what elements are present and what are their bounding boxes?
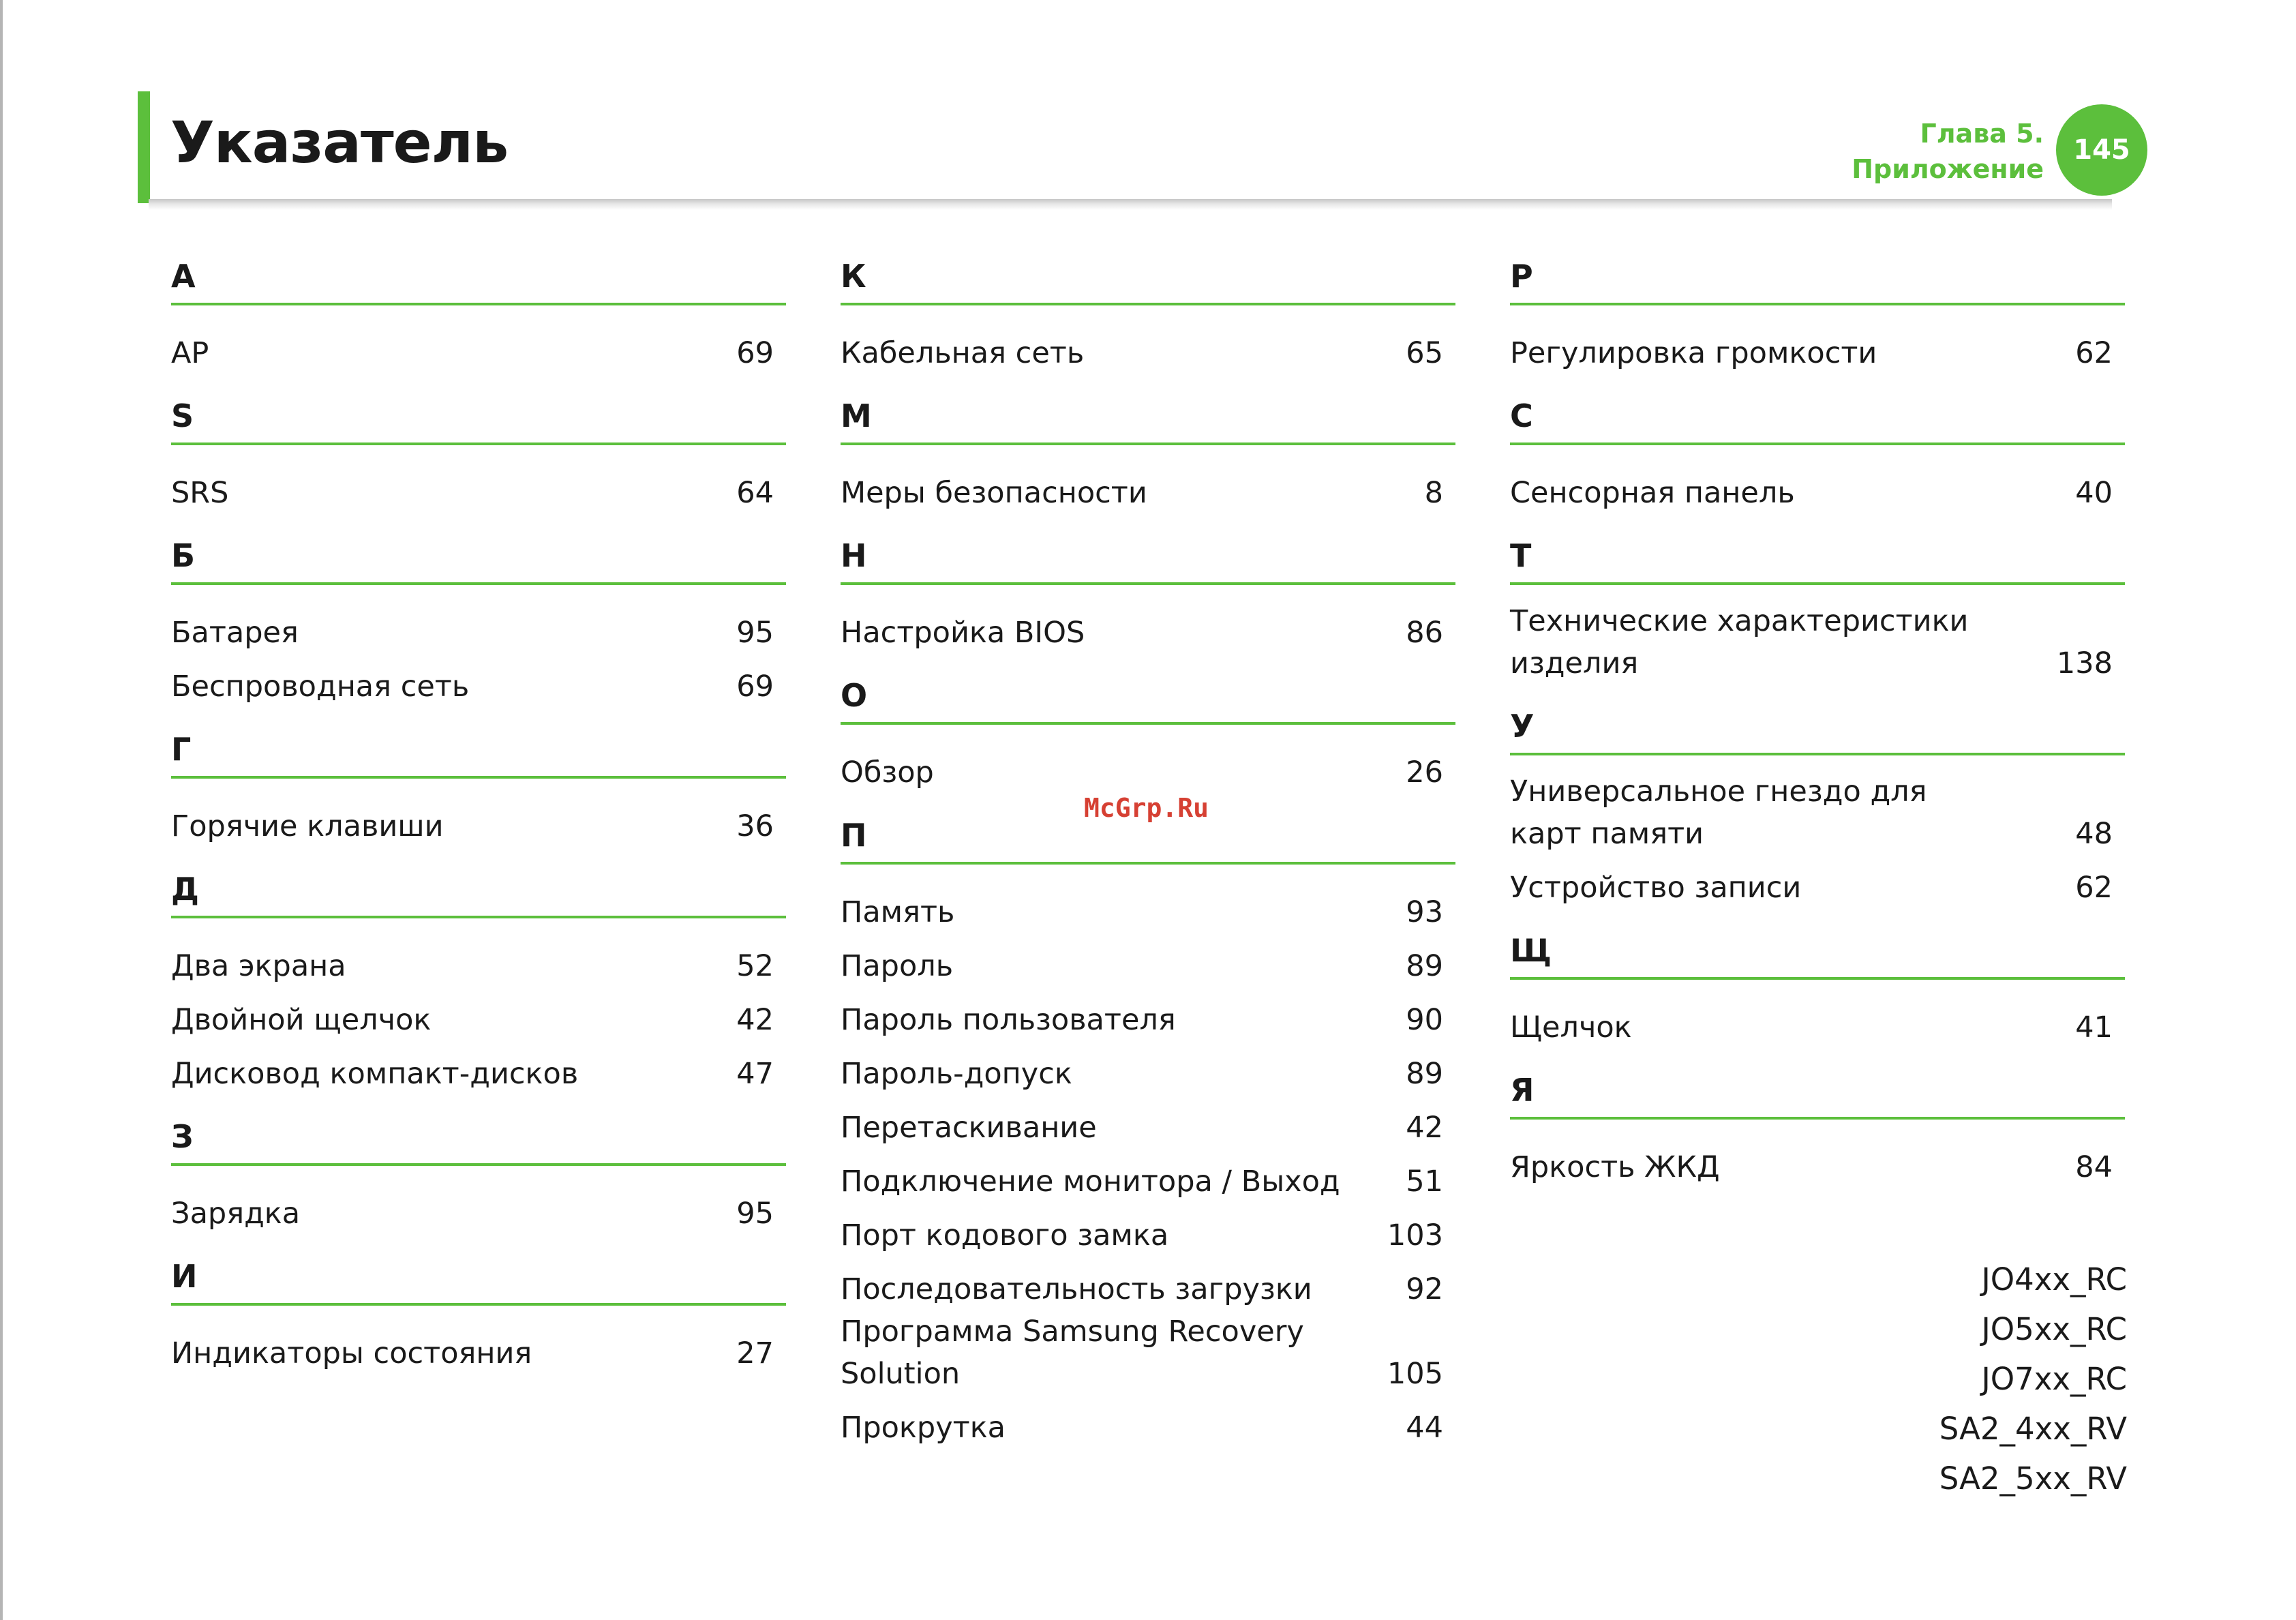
entry-page-number: 27 <box>736 1336 774 1370</box>
entry-page-number: 62 <box>2075 336 2113 370</box>
entry-page-number: 42 <box>1406 1111 1443 1145</box>
entry-page-number: 47 <box>736 1057 774 1091</box>
entry-page-number: 84 <box>2075 1150 2113 1184</box>
entry-term: AP <box>171 336 209 370</box>
index-entry[interactable] <box>171 1181 786 1235</box>
entry-term: Пароль пользователя <box>841 1003 1176 1037</box>
entry-page-number: 44 <box>1406 1411 1443 1445</box>
title-accent-bar <box>138 91 150 203</box>
section-letter: Г <box>171 732 786 779</box>
section-letter: К <box>841 259 1455 305</box>
index-entry[interactable] <box>841 740 1455 794</box>
entry-page-number: 93 <box>1406 895 1443 929</box>
entry-term: Меры безопасности <box>841 476 1147 510</box>
model-name: JO5xx_RC <box>1981 1311 2127 1347</box>
entry-page-number: 103 <box>1387 1218 1443 1252</box>
section-letter: Я <box>1510 1073 2125 1120</box>
page-number-badge: 145 <box>2056 104 2147 196</box>
index-section <box>171 1259 786 1375</box>
entry-page-number: 95 <box>736 616 774 650</box>
section-letter: И <box>171 1259 786 1306</box>
entry-term: Технические характеристики изделия <box>1510 604 1969 680</box>
model-name: SA2_4xx_RV <box>1939 1411 2127 1447</box>
index-section <box>171 1120 786 1235</box>
entry-page-number: 89 <box>1406 949 1443 983</box>
index-section <box>1510 539 2125 685</box>
entry-page-number: 40 <box>2075 476 2113 510</box>
entry-page-number: 51 <box>1406 1165 1443 1199</box>
title-underline-shadow <box>149 199 2112 210</box>
entry-term: Пароль <box>841 949 954 983</box>
index-entry[interactable] <box>841 1395 1455 1449</box>
index-section <box>841 818 1455 1449</box>
entry-term: Настройка BIOS <box>841 616 1085 650</box>
entry-term: Щелчок <box>1510 1010 1632 1045</box>
index-section <box>1510 933 2125 1049</box>
index-entry[interactable] <box>171 1041 786 1095</box>
entry-term: Подключение монитора / Выход <box>841 1165 1340 1199</box>
index-entry[interactable] <box>841 1203 1455 1257</box>
entry-page-number: 65 <box>1406 336 1443 370</box>
entry-page-number: 48 <box>2075 817 2113 851</box>
entry-page-number: 69 <box>736 670 774 704</box>
model-name: JO7xx_RC <box>1981 1361 2127 1397</box>
entry-term: Регулировка громкости <box>1510 336 1877 370</box>
index-entry[interactable] <box>171 1321 786 1375</box>
section-letter: П <box>841 818 1455 865</box>
index-section <box>1510 259 2125 374</box>
entry-page-number: 62 <box>2075 871 2113 905</box>
index-entry[interactable] <box>1510 460 2125 514</box>
chapter-label <box>1852 116 2044 187</box>
entry-term: Обзор <box>841 755 934 790</box>
index-entry[interactable] <box>841 1149 1455 1203</box>
index-entry[interactable] <box>171 654 786 708</box>
entry-page-number: 52 <box>736 949 774 983</box>
entry-page-number: 89 <box>1406 1057 1443 1091</box>
index-entry[interactable] <box>841 880 1455 933</box>
index-section <box>1510 1073 2125 1188</box>
entry-term: Два экрана <box>171 949 346 983</box>
section-letter: М <box>841 399 1455 445</box>
chapter-name: Приложение <box>1852 154 2044 184</box>
index-entry[interactable] <box>171 987 786 1041</box>
entry-term: Беспроводная сеть <box>171 670 470 704</box>
section-letter: Н <box>841 539 1455 585</box>
entry-term: Перетаскивание <box>841 1111 1097 1145</box>
index-section <box>171 399 786 514</box>
entry-term: Яркость ЖКД <box>1510 1150 1720 1184</box>
index-entry[interactable] <box>841 987 1455 1041</box>
index-entry[interactable] <box>841 1257 1455 1310</box>
entry-page-number: 8 <box>1424 476 1443 510</box>
index-entry[interactable] <box>841 1095 1455 1149</box>
section-letter: У <box>1510 709 2125 755</box>
model-name: JO4xx_RC <box>1981 1261 2127 1298</box>
entry-term: Универсальное гнездо для карт памяти <box>1510 775 1927 851</box>
index-column-3 <box>1510 259 2125 1213</box>
entry-page-number: 42 <box>736 1003 774 1037</box>
entry-page-number: 95 <box>736 1197 774 1231</box>
section-letter: S <box>171 399 786 445</box>
model-name: SA2_5xx_RV <box>1939 1460 2127 1497</box>
entry-page-number: 90 <box>1406 1003 1443 1037</box>
section-letter: С <box>1510 399 2125 445</box>
index-section <box>171 539 786 708</box>
entry-term: Прокрутка <box>841 1411 1006 1445</box>
section-letter: Б <box>171 539 786 585</box>
section-letter: Щ <box>1510 933 2125 980</box>
index-entry[interactable] <box>171 460 786 514</box>
index-entry[interactable] <box>841 320 1455 374</box>
section-letter: Т <box>1510 539 2125 585</box>
index-section <box>171 259 786 374</box>
entry-term: SRS <box>171 476 229 510</box>
entry-term: Устройство записи <box>1510 871 1802 905</box>
model-list <box>1939 1255 2127 1503</box>
entry-page-number: 41 <box>2075 1010 2113 1045</box>
index-section <box>171 872 786 1095</box>
entry-page-number: 86 <box>1406 616 1443 650</box>
index-entry[interactable] <box>1510 995 2125 1049</box>
index-entry[interactable] <box>841 460 1455 514</box>
index-entry[interactable] <box>841 600 1455 654</box>
index-entry[interactable] <box>1510 855 2125 909</box>
entry-term: Последовательность загрузки <box>841 1272 1312 1306</box>
index-entry[interactable] <box>1510 1135 2125 1188</box>
section-letter: Д <box>171 872 786 918</box>
entry-term: Память <box>841 895 955 929</box>
section-letter: О <box>841 678 1455 725</box>
entry-term: Дисковод компакт-дисков <box>171 1057 579 1091</box>
index-column-2 <box>841 259 1455 1473</box>
entry-term: Зарядка <box>171 1197 301 1231</box>
watermark: McGrp.Ru <box>1084 793 1209 823</box>
entry-term: Порт кодового замка <box>841 1218 1169 1252</box>
index-entry[interactable] <box>171 320 786 374</box>
entry-page-number: 64 <box>736 476 774 510</box>
section-letter: З <box>171 1120 786 1166</box>
entry-term: Кабельная сеть <box>841 336 1085 370</box>
section-letter: Р <box>1510 259 2125 305</box>
index-column-1 <box>171 259 786 1399</box>
index-section <box>1510 399 2125 514</box>
entry-term: Батарея <box>171 616 299 650</box>
entry-page-number: 36 <box>736 809 774 843</box>
index-section <box>841 678 1455 794</box>
index-section <box>841 399 1455 514</box>
entry-term: Горячие клавиши <box>171 809 444 843</box>
entry-term: Программа Samsung Recovery Solution <box>841 1315 1304 1391</box>
entry-page-number: 138 <box>2056 646 2113 680</box>
index-entry[interactable] <box>171 794 786 847</box>
index-entry[interactable] <box>841 1310 1455 1395</box>
index-entry[interactable] <box>1510 770 2125 855</box>
entry-page-number: 69 <box>736 336 774 370</box>
entry-page-number: 105 <box>1387 1357 1443 1391</box>
entry-term: Индикаторы состояния <box>171 1336 532 1370</box>
index-section <box>171 732 786 847</box>
section-letter: A <box>171 259 786 305</box>
page-left-border <box>0 0 3 1620</box>
index-entry[interactable] <box>1510 320 2125 374</box>
index-entry[interactable] <box>841 1041 1455 1095</box>
chapter-number: Глава 5. <box>1920 119 2044 149</box>
index-entry[interactable] <box>171 600 786 654</box>
entry-page-number: 92 <box>1406 1272 1443 1306</box>
index-entry[interactable] <box>841 933 1455 987</box>
index-section <box>841 259 1455 374</box>
index-section <box>841 539 1455 654</box>
entry-page-number: 26 <box>1406 755 1443 790</box>
index-section <box>1510 709 2125 909</box>
index-entry[interactable] <box>171 933 786 987</box>
entry-term: Сенсорная панель <box>1510 476 1795 510</box>
page-title: Указатель <box>170 109 509 176</box>
index-entry[interactable] <box>1510 600 2125 685</box>
entry-term: Двойной щелчок <box>171 1003 432 1037</box>
entry-term: Пароль-допуск <box>841 1057 1072 1091</box>
